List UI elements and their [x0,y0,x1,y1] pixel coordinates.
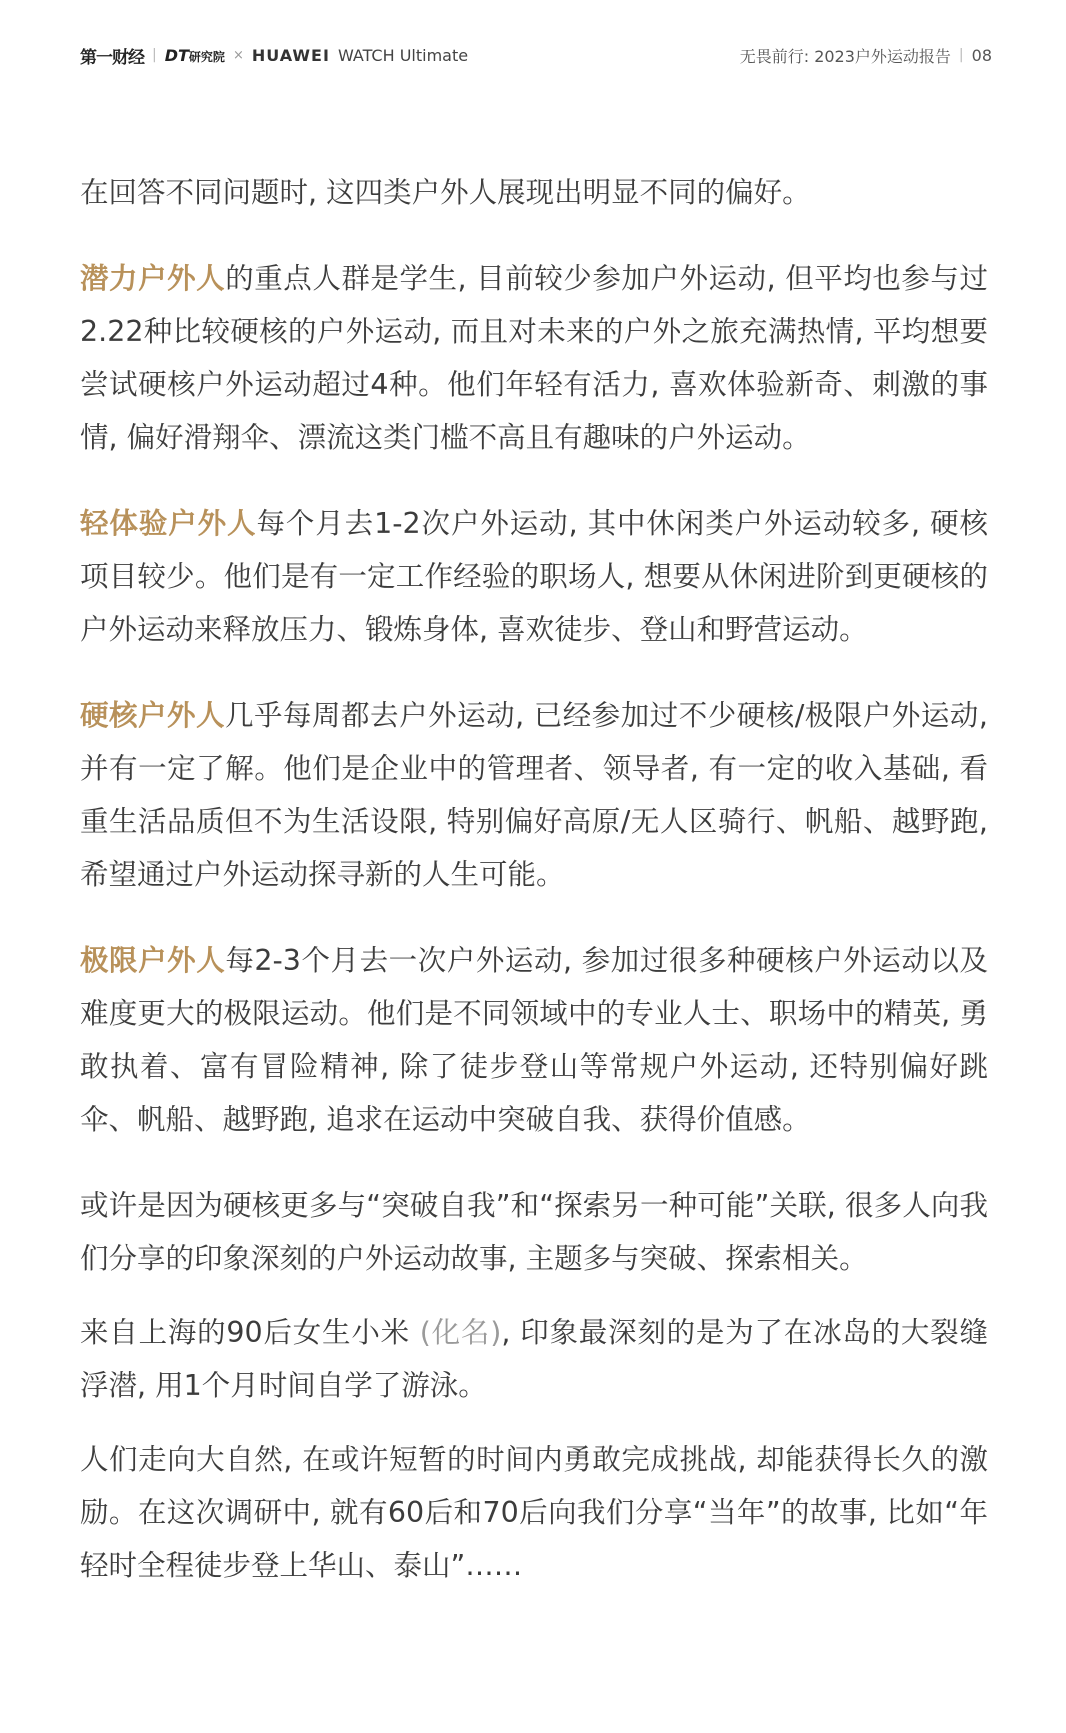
story-paragraph: 或许是因为硬核更多与“突破自我”和“探索另一种可能”关联, 很多人向我们分享的印象深刻的户外运动故事, 主题多与突破、探索相关。 [80,1189,988,1275]
report-title: 无畏前行: 2023户外运动报告 [739,46,951,66]
logo-separator: | [152,47,157,63]
closing-paragraph: 人们走向大自然, 在或许短暂的时间内勇敢完成挑战, 却能获得长久的激励。在这次调研中, 就有60后和70后向我们分享“当年”的故事, 比如“年轻时全程徒步登上华山、泰山”…… [80,1443,988,1582]
huawei-brand: HUAWEI [251,45,330,65]
watch-ultimate-brand: WATCH Ultimate [337,45,469,65]
segment-text: 的重点人群是学生, 目前较少参加户外运动, 但平均也参与过2.22种比较硬核的户外运动, 而且对未来的户外之旅充满热情, 平均想要尝试硬核户外运动超过4种。他们年轻有活力, 喜欢体验新奇、刺激的事情, 偏好滑翔伞、漂流这类门槛不高且有趣味的户外运动。 [80,262,988,454]
xiaomi-text-after: , 印象最深刻的是为了在冰岛的大裂缝浮潜, 用1个月时间自学了游泳。 [80,1316,988,1402]
segment-name: 极限户外人 [80,944,226,977]
segment-paragraph-hardcore [80,689,988,901]
report-info [740,44,992,67]
segment-text: 每个月去1-2次户外运动, 其中休闲类户外运动较多, 硬核项目较少。他们是有一定工作经验的职场人, 想要从休闲进阶到更硬核的户外运动来释放压力、锻炼身体, 喜欢徒步、登山和野营运动。 [80,507,988,646]
segment-name: 潜力户外人 [80,262,226,295]
collab-cross: × [232,47,244,63]
segment-paragraph-light [80,497,988,656]
article-body [80,166,988,1613]
page-header [80,40,992,70]
segment-paragraph-potential [80,252,988,464]
xiaomi-paragraph [80,1306,988,1412]
page-number: 08 [971,45,992,65]
dt-logo-mark: DT [164,45,189,65]
yicai-logo: 第一财经 [80,47,144,68]
segment-name: 硬核户外人 [80,699,226,732]
segment-text: 几乎每周都去户外运动, 已经参加过不少硬核/极限户外运动, 并有一定了解。他们是企业中的管理者、领导者, 有一定的收入基础, 看重生活品质但不为生活设限, 特别偏好高原/无人区骑行、帆船、越野跑, 希望通过户外运动探寻新的人生可能。 [80,699,988,891]
page-divider: | [958,47,964,63]
intro-paragraph: 在回答不同问题时, 这四类户外人展现出明显不同的偏好。 [80,176,811,209]
segment-paragraph-extreme [80,934,988,1146]
segment-name: 轻体验户外人 [80,507,257,540]
dt-institute-logo [165,46,225,65]
xiaomi-text-before: 来自上海的90后女生小米 [80,1316,410,1349]
pseudonym-note: (化名) [419,1316,502,1349]
segment-text: 每2-3个月去一次户外运动, 参加过很多种硬核户外运动以及难度更大的极限运动。他们是不同领域中的专业人士、职场中的精英, 勇敢执着、富有冒险精神, 除了徒步登山等常规户外运动, 还特别偏好跳伞、帆船、越野跑, 追求在运动中突破自我、获得价值感。 [80,944,988,1136]
brand-logos [80,43,468,68]
dt-logo-suffix: 研究院 [188,49,225,64]
